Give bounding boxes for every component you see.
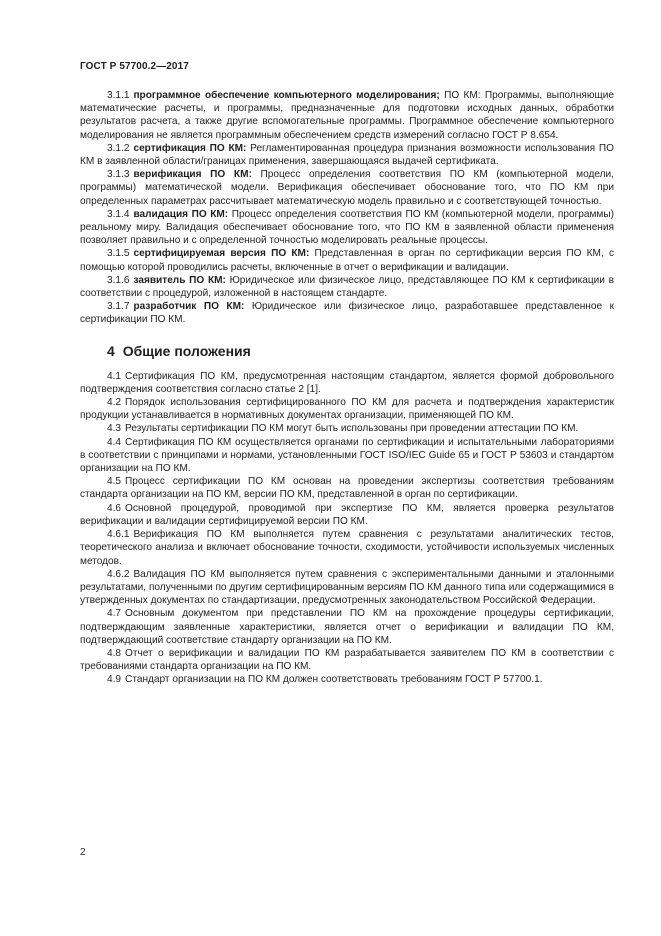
clauses-list — [80, 370, 614, 687]
definition-item — [80, 142, 614, 168]
clause-item — [80, 607, 614, 647]
document-body — [80, 89, 614, 687]
definition-term: сертификация ПО КМ: — [133, 142, 247, 154]
definition-term: сертифицируемая версия ПО КМ: — [133, 248, 310, 260]
clause-number: 4.3 — [107, 423, 122, 435]
definition-term: разработчик ПО КМ: — [133, 301, 245, 313]
definition-term: верификация ПО КМ: — [133, 169, 252, 181]
section-heading — [107, 343, 614, 359]
clause-number: 4.4 — [107, 436, 122, 448]
clause-item — [80, 422, 614, 435]
definition-number: 3.1.7 — [107, 301, 130, 313]
clause-text: Валидация ПО КМ выполняется путем сравнения с экспериментальными данными и эталонными результатами, полученными по другим сертифицированным версиям ПО КМ данного типа или содержащимися в утвержденных документах по стандартизации, предусмотренных законодательством Российской Федерации. — [80, 568, 614, 607]
clause-text: Верификация ПО КМ выполняется путем сравнения с результатами аналитических тестов, теоретического анализа и включает обоснование точности, сходимости, устойчивости используемых численных методов. — [80, 529, 614, 567]
clause-item — [80, 568, 614, 608]
definition-text: Юридическое или физическое лицо, представляющее ПО КМ к сертификации в соответствии с процедурой, изложенной в настоящем стандарте. — [80, 274, 614, 300]
clause-number: 4.9 — [107, 674, 122, 686]
clause-item — [80, 647, 614, 673]
definition-item — [80, 208, 614, 248]
clause-text: Сертификация ПО КМ осуществляется органами по сертификации и испытательными лабораториями в соответствии с принципами и нормами, установленными ГОСТ ISO/IEC Guide 65 и ГОСТ Р 53603 и стандартом организации на ПО КМ. — [80, 436, 614, 475]
definition-term: программное обеспечение компьютерного моделирования; — [133, 90, 440, 101]
clause-number: 4.1 — [107, 370, 122, 382]
definition-number: 3.1.4 — [107, 208, 130, 220]
definition-term: валидация ПО КМ: — [133, 208, 229, 220]
definition-number: 3.1.6 — [107, 274, 130, 286]
clause-item — [80, 673, 614, 686]
definition-number: 3.1.2 — [107, 142, 130, 154]
clause-item — [80, 528, 614, 568]
definition-number: 3.1.3 — [107, 169, 130, 181]
definition-text: Процесс определения соответствия ПО КМ (компьютерной модели, программы) математической модели. Верификация обеспечивает обоснование того, что ПО КМ при определенных параметрах рассчитывает математическую модель правильно и с соответствующей точностью. — [80, 169, 614, 207]
clause-text: Сертификация ПО КМ, предусмотренная настоящим стандартом, является формой добровольного подтверждения соответствия согласно статье 2 [1]. — [80, 370, 614, 395]
clause-number: 4.2 — [107, 397, 122, 409]
clause-number: 4.6.1 — [107, 529, 130, 541]
clause-text: Отчет о верификации и валидации ПО КМ разрабатывается заявителем ПО КМ в соответствии с требованиями стандарта организации на ПО КМ. — [80, 647, 614, 673]
clause-item — [80, 370, 614, 396]
definition-text: Процесс определения соответствия ПО КМ (компьютерной модели, программы) реальному миру. Валидация обеспечивает обоснование того, что ПО КМ в заявленной области применения позволяет правильно и с определенной точностью моделировать реальные процессы. — [80, 208, 614, 247]
definition-item — [80, 247, 614, 273]
definition-item — [80, 300, 614, 326]
section-number: 4 — [107, 342, 115, 359]
clause-text: Основным документом при представлении ПО КМ на прохождение процедуры сертификации, подтверждающим заявленные характеристики, является отчет о верификации и валидации ПО КМ, подтверждающий соответствие стандарту организации на ПО КМ. — [80, 608, 614, 646]
section-title: Общие положения — [122, 342, 251, 359]
clause-text: Процесс сертификации ПО КМ основан на проведении экспертизы соответствия требованиям стандарта организации на ПО КМ, версии ПО КМ, представленной в орган по сертификации. — [80, 476, 614, 501]
definition-text: ПО КМ: Программы, выполняющие математические расчеты, и программы, предназначенные для подготовки исходных данных, обработки результатов расчета, а также другие вспомогательные программы. Программное обеспечение компьютерного моделирования не является программным обеспечением средств измерений согласно ГОСТ Р 8.654. — [80, 90, 614, 141]
definition-text: Регламентированная процедура признания возможности использования ПО КМ в заявленной области/границах применения, завершающаяся выдачей сертификата. — [80, 142, 615, 168]
clause-text: Стандарт организации на ПО КМ должен соответствовать требованиям ГОСТ Р 57700.1. — [125, 674, 543, 686]
definition-number: 3.1.5 — [107, 248, 130, 260]
clause-number: 4.6.2 — [107, 568, 130, 580]
definitions-list — [80, 89, 614, 327]
definition-item — [80, 89, 614, 142]
clause-text: Основной процедурой, проводимой при экспертизе ПО КМ, является проверка результатов верификации и валидации сертифицируемой версии ПО КМ. — [80, 502, 614, 527]
definition-text: Юридическое или физическое лицо, разработавшее представленное к сертификации ПО КМ. — [80, 301, 614, 326]
document-header: ГОСТ Р 57700.2—2017 — [80, 61, 189, 72]
clause-item — [80, 475, 614, 501]
clause-item — [80, 396, 614, 422]
clause-item — [80, 436, 614, 476]
clause-item — [80, 502, 614, 528]
clause-number: 4.8 — [107, 647, 122, 659]
definition-item — [80, 168, 614, 208]
clause-number: 4.7 — [107, 608, 122, 620]
definition-text: Представленная в орган по сертификации версия ПО КМ, с помощью которой проводились расчеты, включенные в отчет о верификации и валидации. — [80, 248, 614, 273]
clause-text: Результаты сертификации ПО КМ могут быть использованы при проведении аттестации ПО КМ. — [125, 423, 579, 435]
definition-item — [80, 274, 614, 300]
page-number: 2 — [80, 847, 86, 858]
clause-text: Порядок использования сертифицированного ПО КМ для расчета и подтверждения характеристик продукции устанавливается в нормативных документах организации, применяющей ПО КМ. — [80, 397, 614, 422]
definition-term: заявитель ПО КМ: — [133, 274, 226, 286]
clause-number: 4.6 — [107, 502, 122, 514]
definition-number: 3.1.1 — [107, 90, 130, 101]
clause-number: 4.5 — [107, 476, 122, 488]
